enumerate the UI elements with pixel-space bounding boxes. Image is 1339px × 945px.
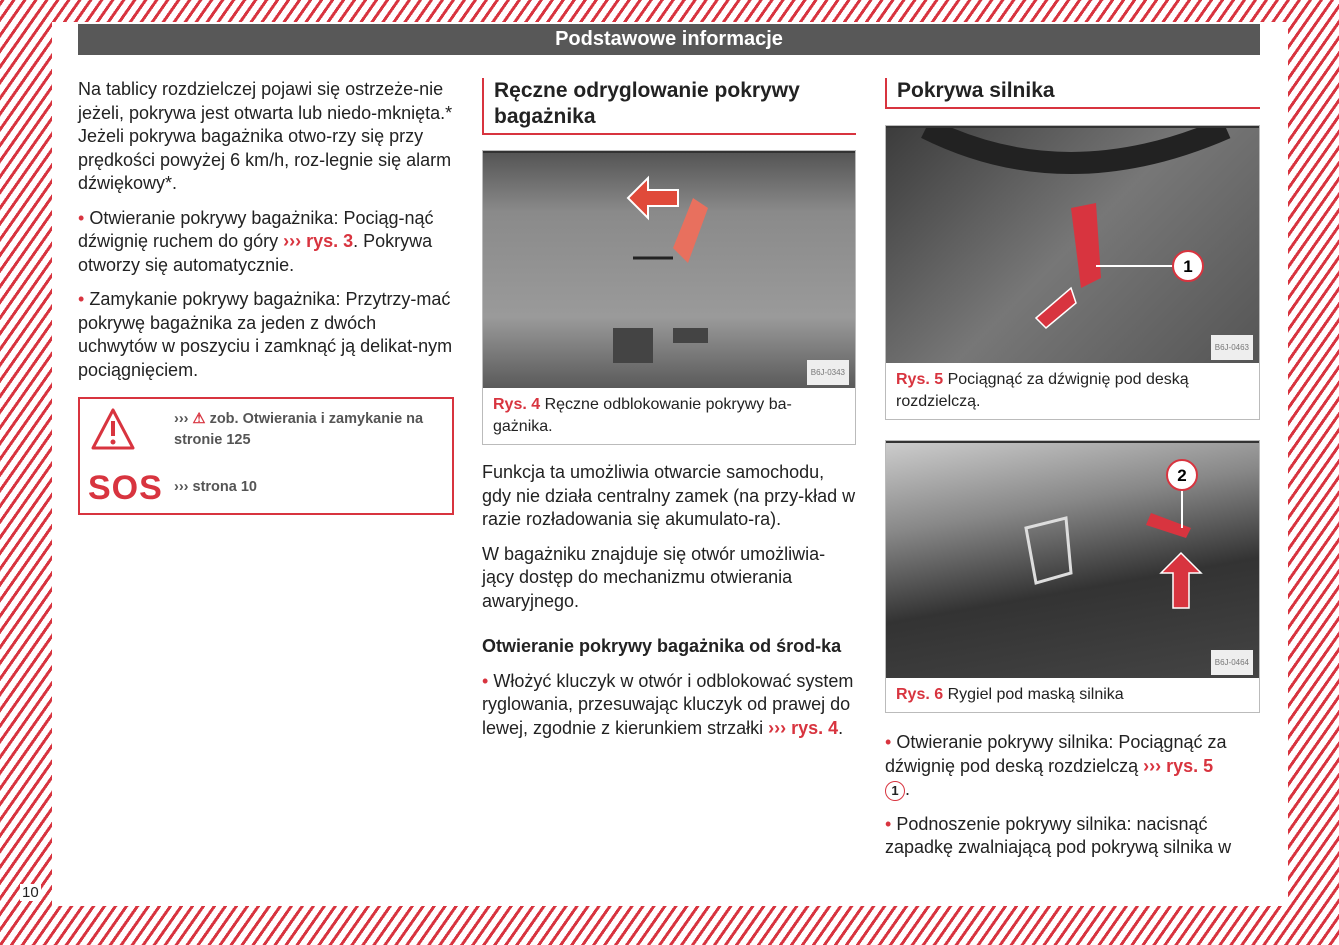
figure-4-image [483,151,855,388]
middle-column [482,78,856,751]
figure-5 [885,125,1260,420]
warning-box [78,397,454,515]
figure-5-image [886,126,1259,363]
figure-6-image [886,441,1259,678]
bullet-text: Podnoszenie pokrywy silnika: nacisnąć zapadkę zwalniającą pod pokrywą silnika w [885,813,1232,857]
section-heading: Pokrywa silnika [885,78,1260,109]
callout-number: 2 [1177,466,1187,485]
figure-code: B6J-0464 [1211,650,1253,676]
bullet: • Otwieranie pokrywy silnika: Pociągnąć za dźwignię pod deską rozdzielczą ››› rys. 5 1 . [885,732,1227,799]
paragraph: W bagażniku znajduje się otwór umożliwia-jący dostęp do mechanizmu otwierania awaryjnego. [482,543,826,611]
bullet-text: Otwieranie pokrywy bagażnika: Pociąg-nąć dźwignię ruchem do góry [78,207,434,251]
arrow-left-icon [483,153,855,388]
section-heading: Ręczne odryglowanie pokrywy bagażnika [482,78,856,135]
figure-label: Rys. 4 [493,396,541,413]
bullet-text: Zamykanie pokrywy bagażnika: Przytrzy-mać pokrywę bagażnika za jeden z dwóch uchwytów w poszyciu i zamknąć ją delikat-nym pociągnięciem. [78,289,453,380]
figure-link[interactable]: ››› rys. 4 [768,717,839,738]
figure-caption [886,363,1259,419]
bullet-text: Włożyć kluczyk w otwór i odblokować system ryglowania, przesuwając kluczyk od prawej do lewej, zgodnie z kierunkiem strzałki [482,670,854,738]
sos-reference[interactable]: ››› strona 10 [174,479,257,495]
subheading: Otwieranie pokrywy bagażnika od środ-ka [482,636,842,656]
callout-number: 1 [1183,257,1193,276]
latch-illustration [886,443,1259,678]
caption-text: Rygiel pod maską silnika [947,686,1124,703]
page-number: 10 [22,884,39,901]
bullet-icon: • [78,289,85,309]
chevrons: ››› [174,411,189,427]
figure-label: Rys. 5 [896,371,944,388]
bullet-icon: • [78,207,85,228]
bullet-text: . Pokrywa otworzy się automatycznie. [78,231,433,275]
figure-link[interactable]: ››› rys. 3 [283,231,354,251]
right-column [885,78,1260,871]
figure-link[interactable]: ››› rys. 5 [1143,755,1214,776]
bullet-icon: • [482,670,489,691]
paragraph: Funkcja ta umożliwia otwarcie samochodu, gdy nie działa centralny zamek (na przy-kład w razie rozładowania się akumulato-ra). [482,462,856,529]
warning-reference[interactable] [174,409,449,451]
figure-code: B6J-0463 [1211,335,1253,361]
warning-small-icon: ⚠ [192,411,206,427]
figure-code: B6J-0343 [807,360,849,386]
warning-icon [90,407,136,451]
paragraph: Na tablicy rozdzielczej pojawi się ostrzeże-nie jeżeli, pokrywa jest otwarta lub niedo-mknięta.* Jeżeli pokrywa bagażnika otwo-rzy się przy prędkości powyżej 6 km/h, roz-legnie się alarm dźwiękowy*. [78,79,453,193]
bullet-icon: • [885,732,892,752]
page-header: Podstawowe informacje [78,24,1260,55]
bullet-icon: • [885,813,892,834]
callout-circle: 1 [885,781,905,801]
caption-text: Ręczne odblokowanie pokrywy ba-gażnika. [493,396,792,435]
bullet: • Włożyć kluczyk w otwór i odblokować system ryglowania, przesuwając kluczyk od prawej do lewej, zgodnie z kierunkiem strzałki ››› rys. 4. [482,670,854,738]
warning-text: zob. Otwierania i zamykanie na stronie 125 [174,411,424,448]
sos-label: SOS [88,469,163,507]
bullet [885,813,1260,860]
left-column [78,78,454,393]
figure-caption [483,388,855,444]
bullet [78,207,454,278]
figure-caption [886,678,1259,712]
figure-4 [482,150,856,445]
figure-6 [885,440,1260,713]
figure-label: Rys. 6 [896,686,944,703]
bullet-text: Otwieranie pokrywy silnika: Pociągnąć za dźwignię pod deską rozdzielczą [885,732,1227,776]
lever-illustration [886,128,1259,363]
bullet [78,288,454,382]
caption-text: Pociągnąć za dźwignię pod deską rozdzielczą. [896,371,1189,410]
